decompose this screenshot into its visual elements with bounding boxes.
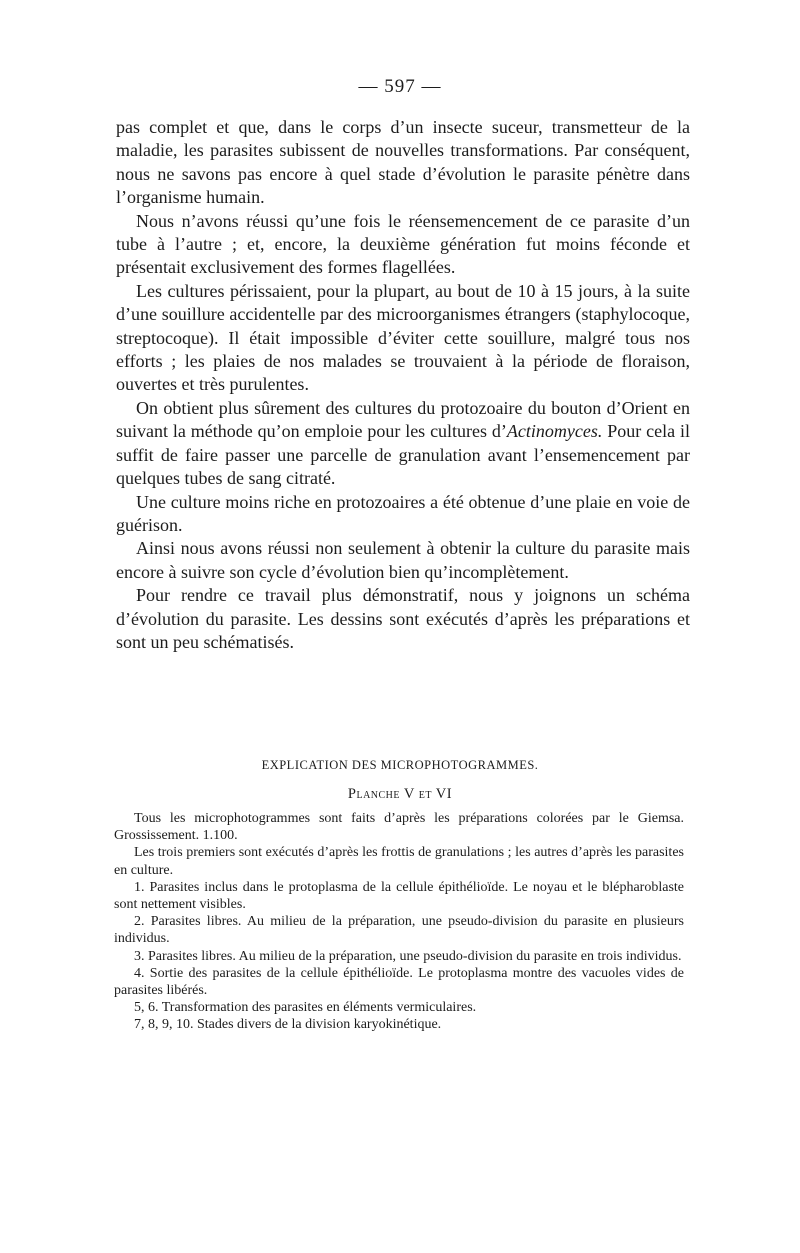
paragraph-5: Une culture moins riche en protozoaires a été obtenue d’une plaie en voie de guérison. [116,491,690,535]
section-title: EXPLICATION DES MICROPHOTOGRAMMES. [261,758,539,772]
caption-item: 4. Sortie des parasites de la cellule épithélioïde. Le protoplasma montre des vacuoles vides de parasites libérés. [114,965,684,999]
paragraph-3: Les cultures périssaient, pour la plupart, au bout de 10 à 15 jours, à la suite d’une souillure accidentelle par des microorganismes étrangers (staphylocoque, streptocoque). Il était impossible d’éviter cette souillure, malgré tous nos efforts ; les plaies de nos malades se trouvaient à la période de floraison, ouvertes et très purulentes. [116,280,690,395]
caption-note: Les trois premiers sont exécutés d’après les frottis de granulations ; les autres d’après les parasites en culture. [114,845,684,878]
plate-title: Planche V et VI [347,786,453,802]
page-number: — 597 — [358,76,442,97]
caption-item: 5, 6. Transformation des parasites en éléments vermiculaires. [134,1000,477,1016]
paragraph-7: Pour rendre ce travail plus démonstratif, nous y joignons un schéma d’évolution du parasite. Les dessins sont exécutés d’après les préparations et sont un peu schématisés. [116,585,690,652]
paragraph-4 [116,397,690,491]
paragraph-2: Nous n’avons réussi qu’une fois le réensemencement de ce parasite d’un tube à l’autre ; et, encore, la deuxième génération fut moins féconde et présentait exclusivement des formes flagellées. [116,210,690,278]
paragraph-6: Ainsi nous avons réussi non seulement à obtenir la culture du parasite mais encore à suivre son cycle d’évolution bien qu’incomplètement. [116,538,690,582]
caption-item: 1. Parasites inclus dans le protoplasma de la cellule épithélioïde. Le noyau et le blépharoblaste sont nettement visibles. [114,879,684,913]
paragraph-4-text-a: On obtient plus sûrement des cultures du protozoaire du bouton d’Orient en suivant la méthode qu’on emploie pour les cultures d’ [116,397,690,442]
caption-item: 7, 8, 9, 10. Stades divers de la division karyokinétique. [134,1017,442,1033]
paragraph-4-text-b: Pour cela il suffit de faire passer une parcelle de granulation avant l’ensemencement par quelques tubes de sang citraté. [116,421,690,489]
caption-intro: Tous les microphotogrammes sont faits d’après les préparations colorées par le Giemsa. Grossissement. 1.100. [114,811,684,844]
body-text [116,116,690,654]
caption-item: 2. Parasites libres. Au milieu de la préparation, une pseudo-division du parasite en plusieurs individus. [114,914,684,947]
paragraph-1: pas complet et que, dans le corps d’un insecte suceur, transmetteur de la maladie, les parasites subissent de nouvelles transformations. Par conséquent, nous ne savons pas encore à quel stade d’évolution le parasite pénètre dans l’organisme humain. [116,117,690,208]
figure-captions [114,810,684,1034]
paragraph-4-italic-term: Actinomyces. [506,421,603,442]
caption-item: 3. Parasites libres. Au milieu de la préparation, une pseudo-division du parasite en trois individus. [134,948,682,964]
